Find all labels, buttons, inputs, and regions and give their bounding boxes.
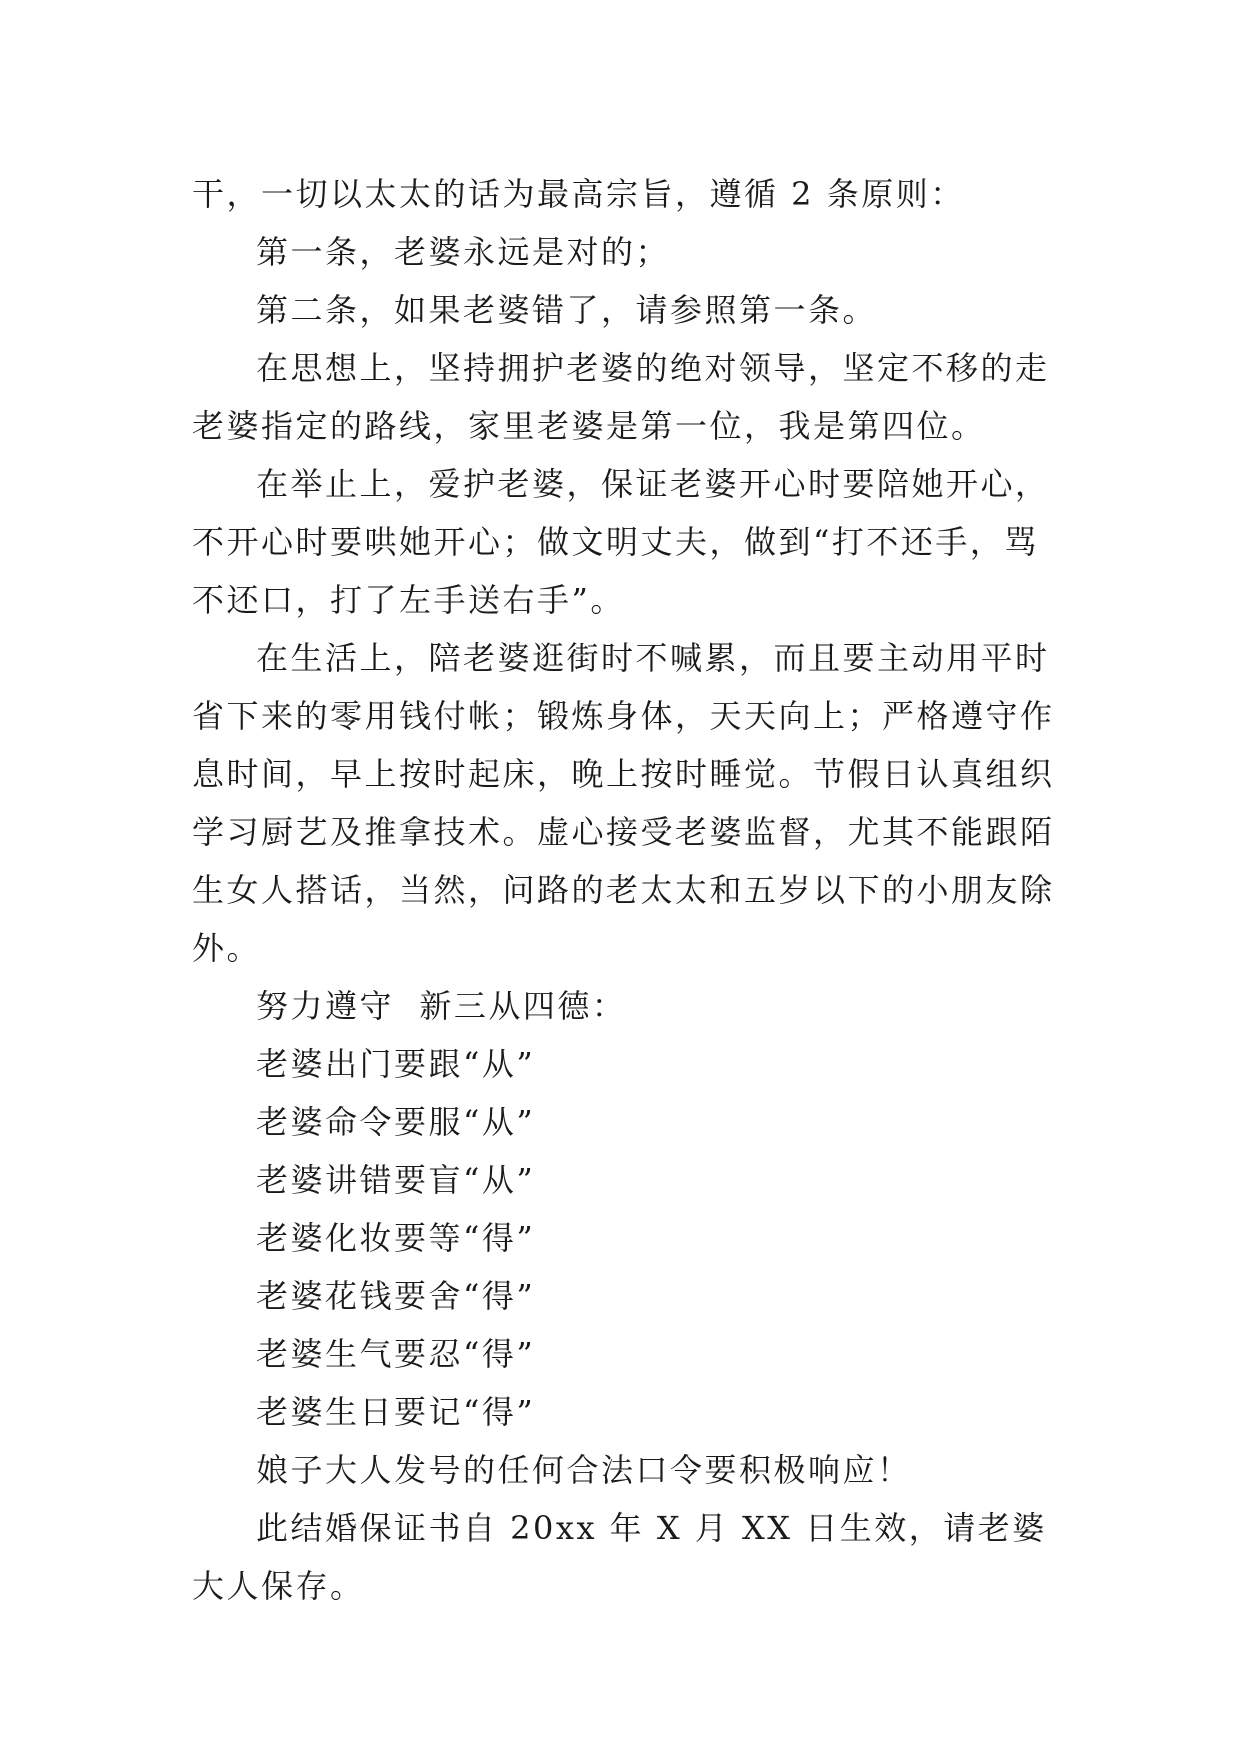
paragraph-rule-two: 第二条，如果老婆错了，请参照第一条。 (256, 291, 878, 329)
virtue-line: 老婆化妆要等“得” (256, 1219, 536, 1257)
virtue-line: 老婆花钱要舍“得” (256, 1277, 536, 1315)
paragraph-continuation: 干，一切以太太的话为最高宗旨，遵循 2 条原则： (192, 175, 965, 213)
paragraph-virtues-heading: 努力遵守 新三从四德： (256, 987, 627, 1025)
paragraph-commands: 娘子大人发号的任何合法口令要积极响应！ (256, 1451, 912, 1489)
paragraph-effective-date: 此结婚保证书自 20xx 年 X 月 XX 日生效，请老婆大人保存。 (192, 1509, 1047, 1605)
paragraph-behavior: 在举止上，爱护老婆，保证老婆开心时要陪她开心，不开心时要哄她开心；做文明丈夫，做到“打不还手，骂不还口，打了左手送右手”。 (192, 465, 1050, 619)
paragraph-thought: 在思想上，坚持拥护老婆的绝对领导，坚定不移的走老婆指定的路线，家里老婆是第一位，我是第四位。 (192, 349, 1050, 445)
virtue-line: 老婆讲错要盲“从” (256, 1161, 536, 1199)
virtue-line: 老婆生日要记“得” (256, 1393, 536, 1431)
paragraph-rule-one: 第一条，老婆永远是对的； (256, 233, 671, 271)
virtue-line: 老婆出门要跟“从” (256, 1045, 536, 1083)
virtue-line: 老婆命令要服“从” (256, 1103, 536, 1141)
virtue-line: 老婆生气要忍“得” (256, 1335, 536, 1373)
paragraph-life: 在生活上，陪老婆逛街时不喊累，而且要主动用平时省下来的零用钱付帐；锻炼身体，天天向上；严格遵守作息时间，早上按时起床，晚上按时睡觉。节假日认真组织学习厨艺及推拿技术。虚心接受老婆监督，尤其不能跟陌生女人搭话，当然，问路的老太太和五岁以下的小朋友除外。 (192, 639, 1055, 967)
document-body (192, 165, 1058, 1615)
